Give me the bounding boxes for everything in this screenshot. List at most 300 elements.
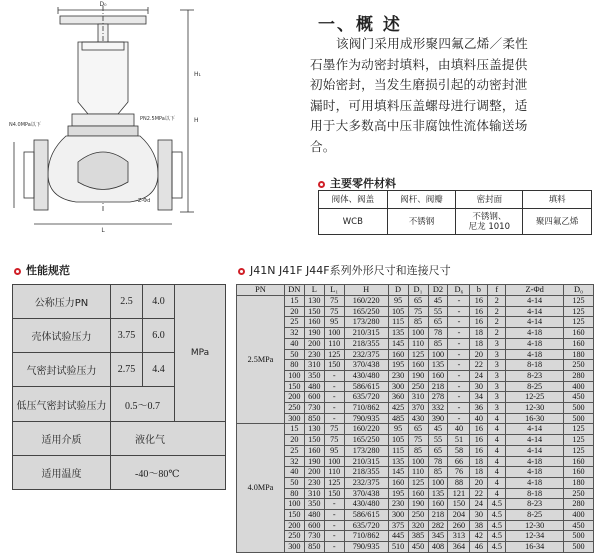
dimensions-cell: 173/280 [344, 317, 388, 328]
dimensions-cell: 210/315 [344, 456, 388, 467]
dimensions-cell: 350 [304, 370, 324, 381]
dimensions-cell: 125 [564, 317, 594, 328]
dimensions-header-cell: L [304, 285, 324, 296]
dimensions-cell: 100 [284, 370, 304, 381]
dimensions-cell: 150 [304, 435, 324, 446]
dimensions-cell: - [448, 349, 470, 360]
dimensions-row [237, 424, 594, 435]
dimensions-header-cell: D [388, 285, 408, 296]
dimensions-cell: 635/720 [344, 520, 388, 531]
dimensions-cell: 40 [470, 413, 488, 424]
dimensions-cell: 790/935 [344, 413, 388, 424]
dimensions-row [237, 499, 594, 510]
dimensions-cell: 125 [564, 296, 594, 307]
dimensions-cell: 100 [408, 456, 428, 467]
dimensions-cell: 790/935 [344, 542, 388, 553]
dimensions-cell: 190 [304, 328, 324, 339]
dimensions-cell: 51 [448, 435, 470, 446]
dimensions-cell: 12-34 [506, 531, 564, 542]
dimensions-cell: 110 [408, 338, 428, 349]
dimensions-cell: 320 [408, 520, 428, 531]
dimensions-cell: 150 [284, 381, 304, 392]
dimensions-cell: 55 [428, 435, 448, 446]
dimensions-cell: 310 [304, 360, 324, 371]
dimensions-cell: 600 [304, 392, 324, 403]
dimensions-cell: - [324, 531, 344, 542]
dimensions-cell: 16 [470, 435, 488, 446]
dimensions-cell: - [448, 403, 470, 414]
overview-heading: 一、概 述 [318, 15, 402, 35]
dimensions-cell: 12-30 [506, 403, 564, 414]
perf-label: 适用温度 [13, 455, 111, 489]
label-zd: Z-Φd [138, 198, 151, 204]
perf-value: 4.4 [143, 353, 175, 387]
materials-cell: WCB [319, 209, 388, 235]
dimensions-cell: 218/355 [344, 338, 388, 349]
dimensions-cell: 85 [408, 317, 428, 328]
dimensions-cell: 364 [448, 542, 470, 553]
dimensions-cell: 65 [428, 445, 448, 456]
dimensions-cell: 105 [388, 306, 408, 317]
dimensions-cell: 165/250 [344, 306, 388, 317]
overview-line: 合。 [310, 138, 336, 154]
dimensions-cell: - [324, 392, 344, 403]
dimensions-cell: 510 [388, 542, 408, 553]
dimensions-cell: 160 [304, 317, 324, 328]
dimensions-cell: 4-14 [506, 424, 564, 435]
dimensions-cell: 85 [428, 467, 448, 478]
dimensions-cell: 2 [488, 306, 506, 317]
dimensions-cell: 200 [284, 392, 304, 403]
dimensions-cell: 260 [448, 520, 470, 531]
dimensions-cell: 150 [284, 510, 304, 521]
dimensions-cell: 430 [408, 413, 428, 424]
dimensions-cell: 250 [564, 488, 594, 499]
dimensions-row [237, 467, 594, 478]
dimensions-cell: 32 [284, 328, 304, 339]
dimensions-cell: 65 [408, 296, 428, 307]
dimensions-cell: 160 [428, 499, 448, 510]
dimensions-cell: 160 [564, 328, 594, 339]
dimensions-cell: 4-14 [506, 296, 564, 307]
dimensions-cell: 75 [324, 296, 344, 307]
label-d0: D₀ [99, 1, 107, 8]
dimensions-cell: 204 [448, 510, 470, 521]
perf-label: 公称压力PN [13, 285, 111, 319]
dimensions-cell: 4-18 [506, 328, 564, 339]
valve-drawing [8, 2, 200, 234]
dimensions-cell: 8-25 [506, 510, 564, 521]
dimensions-cell: 4.5 [488, 520, 506, 531]
overview-line: 该阀门采用成形聚四氟乙烯／柔性 [336, 36, 528, 51]
dimensions-cell: 85 [428, 338, 448, 349]
dimensions-cell: 100 [284, 499, 304, 510]
dimensions-cell: 200 [304, 467, 324, 478]
dimensions-cell: 80 [284, 360, 304, 371]
dimensions-cell: 145 [388, 467, 408, 478]
dimensions-cell: 46 [470, 542, 488, 553]
dimensions-cell: 300 [388, 381, 408, 392]
dimensions-cell: 58 [448, 445, 470, 456]
dimensions-cell: 88 [448, 477, 470, 488]
dimensions-row [237, 349, 594, 360]
dimensions-cell: 4 [488, 435, 506, 446]
dimensions-cell: 4-18 [506, 338, 564, 349]
dimensions-cell: 50 [284, 349, 304, 360]
dimensions-header-cell: H [344, 285, 388, 296]
dimensions-cell: 4.5 [488, 542, 506, 553]
dimensions-cell: 230 [388, 370, 408, 381]
valve-drawing-svg [8, 2, 200, 234]
dimensions-cell: 3 [488, 360, 506, 371]
materials-header: 密封面 [456, 191, 523, 209]
dimensions-row [237, 542, 594, 553]
dimensions-cell: 160 [564, 456, 594, 467]
dimensions-cell: 3 [488, 392, 506, 403]
dimensions-cell: 370/438 [344, 488, 388, 499]
dimensions-cell: 310 [408, 392, 428, 403]
materials-table [318, 190, 592, 235]
dimensions-cell: - [448, 338, 470, 349]
dimensions-cell: 280 [564, 499, 594, 510]
dimensions-cell: 2 [488, 328, 506, 339]
dimensions-cell: 18 [470, 338, 488, 349]
materials-header: 阀杆、阀瓣 [387, 191, 456, 209]
dimensions-cell: - [448, 413, 470, 424]
dimensions-cell: 160 [304, 445, 324, 456]
dimensions-cell: 16 [470, 306, 488, 317]
dimensions-cell: - [448, 317, 470, 328]
dimensions-cell: 3 [488, 370, 506, 381]
overview-line: 用于大多数高中压非腐蚀性流体输送场 [310, 118, 528, 133]
overview-line: 石墨作为动密封填料，由填料压盖提供 [310, 56, 528, 72]
dimensions-header-cell: D2 [428, 285, 448, 296]
dimensions-cell: 130 [304, 296, 324, 307]
dimensions-cell: 710/862 [344, 531, 388, 542]
perf-value: -40～80℃ [111, 455, 226, 489]
dimensions-cell: 22 [470, 488, 488, 499]
perf-label: 壳体试验压力 [13, 319, 111, 353]
dimensions-cell: 4 [488, 467, 506, 478]
dimensions-cell: 300 [388, 510, 408, 521]
label-h: H [194, 117, 199, 124]
dimensions-cell: 4 [488, 424, 506, 435]
dimensions-pn-cell: 2.5MPa [237, 296, 285, 424]
dimensions-cell: 105 [388, 435, 408, 446]
dimensions-cell: 200 [284, 520, 304, 531]
dimensions-cell: 40 [284, 467, 304, 478]
dimensions-cell: 121 [448, 488, 470, 499]
dimensions-cell: 34 [470, 392, 488, 403]
dimensions-cell: 12-30 [506, 520, 564, 531]
dimensions-cell: 160 [428, 370, 448, 381]
dimensions-cell: 190 [408, 499, 428, 510]
dimensions-header-cell: D₁ [408, 285, 428, 296]
dimensions-cell: 4-14 [506, 445, 564, 456]
dimensions-cell: 635/720 [344, 392, 388, 403]
dimensions-cell: 25 [284, 317, 304, 328]
dimensions-cell: 218/355 [344, 467, 388, 478]
dimensions-cell: 4.5 [488, 531, 506, 542]
dimensions-cell: 135 [428, 488, 448, 499]
dimensions-cell: 78 [428, 328, 448, 339]
dimensions-cell: 195 [388, 360, 408, 371]
dimensions-cell: - [324, 370, 344, 381]
dimensions-cell: 30 [470, 381, 488, 392]
dimensions-cell: 250 [408, 381, 428, 392]
dimensions-cell: 500 [564, 531, 594, 542]
dimensions-cell: 173/280 [344, 445, 388, 456]
dimensions-row [237, 531, 594, 542]
dimensions-cell: 280 [564, 370, 594, 381]
dimensions-cell: 75 [408, 435, 428, 446]
dimensions-cell: 20 [470, 349, 488, 360]
dimensions-cell: 200 [304, 338, 324, 349]
bullet-icon [238, 268, 245, 275]
dimensions-cell: 16 [470, 445, 488, 456]
dimensions-row [237, 381, 594, 392]
dimensions-cell: 710/862 [344, 403, 388, 414]
label-left-note: N4.0MPa以下 [9, 122, 41, 128]
dimensions-cell: 445 [388, 531, 408, 542]
dimensions-cell: 3 [488, 381, 506, 392]
overview-line: 初始密封，当发生磨损引起的动密封泄 [310, 77, 528, 92]
dimensions-header-cell: DN [284, 285, 304, 296]
dimensions-cell: 4-18 [506, 349, 564, 360]
dimensions-cell: - [324, 403, 344, 414]
perf-value: 2.5 [111, 285, 143, 319]
dimensions-cell: 36 [470, 403, 488, 414]
dimensions-cell: 4.5 [488, 499, 506, 510]
dimensions-row [237, 488, 594, 499]
dimensions-cell: 370/438 [344, 360, 388, 371]
dimensions-cell: - [324, 542, 344, 553]
dimensions-cell: 100 [428, 349, 448, 360]
dimensions-cell: 18 [470, 467, 488, 478]
dimensions-cell: 4 [488, 413, 506, 424]
dimensions-cell: 95 [388, 424, 408, 435]
perf-value: 2.75 [111, 353, 143, 387]
dimensions-cell: 4-14 [506, 435, 564, 446]
materials-cell: 不锈钢 [387, 209, 456, 235]
dimensions-cell: - [448, 328, 470, 339]
dimensions-cell: 125 [564, 435, 594, 446]
dimensions-title: J41N J41F J44F系列外形尺寸和连接尺寸 [238, 262, 451, 278]
dimensions-cell: 218 [428, 510, 448, 521]
dimensions-cell: 4-14 [506, 317, 564, 328]
dimensions-header-cell: D₆ [448, 285, 470, 296]
dimensions-row [237, 370, 594, 381]
dimensions-header-cell: Z-Φd [506, 285, 564, 296]
dimensions-row [237, 520, 594, 531]
dimensions-cell: 160/220 [344, 296, 388, 307]
dimensions-header-cell: b [470, 285, 488, 296]
overview-paragraph [310, 34, 594, 157]
dimensions-cell: 100 [324, 456, 344, 467]
dimensions-cell: 350 [304, 499, 324, 510]
performance-title: 性能规范 [14, 262, 70, 278]
dimensions-cell: 76 [448, 467, 470, 478]
dimensions-cell: 100 [428, 477, 448, 488]
dimensions-cell: 4 [488, 477, 506, 488]
perf-unit: MPa [175, 285, 226, 422]
bullet-icon [14, 268, 21, 275]
dimensions-cell: 78 [428, 456, 448, 467]
dimensions-cell: 75 [324, 435, 344, 446]
dimensions-header-cell: L₁ [324, 285, 344, 296]
dimensions-cell: 150 [304, 306, 324, 317]
dimensions-cell: 135 [428, 360, 448, 371]
dimensions-cell: - [448, 392, 470, 403]
dimensions-cell: 408 [428, 542, 448, 553]
dimensions-cell: - [448, 306, 470, 317]
dimensions-cell: 160 [388, 349, 408, 360]
dimensions-cell: 232/375 [344, 477, 388, 488]
dimensions-cell: 313 [448, 531, 470, 542]
dimensions-cell: 125 [564, 424, 594, 435]
dimensions-cell: 125 [408, 477, 428, 488]
dimensions-cell: 125 [324, 477, 344, 488]
dimensions-cell: 160 [408, 488, 428, 499]
dimensions-cell: 278 [428, 392, 448, 403]
dimensions-cell: 480 [304, 510, 324, 521]
dimensions-cell: - [324, 520, 344, 531]
dimensions-cell: 425 [388, 403, 408, 414]
dimensions-cell: 210/315 [344, 328, 388, 339]
dimensions-cell: 310 [304, 488, 324, 499]
materials-cell: 聚四氟乙烯 [523, 209, 592, 235]
materials-header: 填料 [523, 191, 592, 209]
dimensions-cell: 250 [284, 531, 304, 542]
dimensions-cell: 370 [408, 403, 428, 414]
dimensions-cell: 180 [564, 349, 594, 360]
dimensions-cell: 100 [408, 328, 428, 339]
dimensions-cell: 430/480 [344, 370, 388, 381]
dimensions-cell: 450 [408, 542, 428, 553]
dimensions-cell: 4 [488, 488, 506, 499]
dimensions-cell: 195 [388, 488, 408, 499]
dimensions-cell: 4.5 [488, 510, 506, 521]
dimensions-cell: 600 [304, 520, 324, 531]
dimensions-cell: 2 [488, 296, 506, 307]
dimensions-cell: 500 [564, 413, 594, 424]
dimensions-cell: 390 [428, 413, 448, 424]
dimensions-cell: 3 [488, 349, 506, 360]
dimensions-cell: 160 [564, 467, 594, 478]
dimensions-row [237, 392, 594, 403]
dimensions-cell: 115 [388, 317, 408, 328]
dimensions-cell: 180 [564, 477, 594, 488]
dimensions-cell: 75 [324, 306, 344, 317]
dimensions-cell: 16-34 [506, 542, 564, 553]
dimensions-cell: 16 [470, 296, 488, 307]
dimensions-cell: 375 [388, 520, 408, 531]
dimensions-cell: 45 [428, 296, 448, 307]
dimensions-cell: 218 [428, 381, 448, 392]
dimensions-cell: 50 [284, 477, 304, 488]
dimensions-cell: 4 [488, 445, 506, 456]
dimensions-cell: 150 [324, 488, 344, 499]
dimensions-cell: 430/480 [344, 499, 388, 510]
dimensions-cell: 500 [564, 403, 594, 414]
dimensions-cell: 4-18 [506, 477, 564, 488]
dimensions-row [237, 338, 594, 349]
dimensions-cell: - [448, 381, 470, 392]
dimensions-cell: 250 [408, 510, 428, 521]
dimensions-cell: 80 [284, 488, 304, 499]
dimensions-row [237, 328, 594, 339]
dimensions-cell: 25 [284, 445, 304, 456]
dimensions-cell: 500 [564, 542, 594, 553]
dimensions-cell: 100 [324, 328, 344, 339]
dimensions-row [237, 456, 594, 467]
overview-line: 漏时，可用填料压盖螺母进行调整，适 [310, 97, 528, 113]
dimensions-cell: 95 [324, 317, 344, 328]
dimensions-cell: 85 [408, 445, 428, 456]
dimensions-cell: 160 [408, 360, 428, 371]
dimensions-header-cell: f [488, 285, 506, 296]
dimensions-cell: 95 [388, 296, 408, 307]
dimensions-cell: 485 [388, 413, 408, 424]
dimensions-cell: 4-18 [506, 467, 564, 478]
perf-value: 液化气 [111, 421, 226, 455]
dimensions-cell: 16 [470, 424, 488, 435]
dimensions-cell: 16 [470, 317, 488, 328]
dimensions-cell: 282 [428, 520, 448, 531]
dimensions-row [237, 477, 594, 488]
dimensions-cell: 8-25 [506, 381, 564, 392]
dimensions-cell: 850 [304, 413, 324, 424]
dimensions-cell: 12-25 [506, 392, 564, 403]
dimensions-cell: 115 [388, 445, 408, 456]
dimensions-cell: 40 [284, 338, 304, 349]
dimensions-cell: 66 [448, 456, 470, 467]
dimensions-row [237, 413, 594, 424]
dimensions-cell: 165/250 [344, 435, 388, 446]
dimensions-cell: 24 [470, 370, 488, 381]
dimensions-cell: 450 [564, 520, 594, 531]
perf-value: 4.0 [143, 285, 175, 319]
dimensions-cell: 135 [388, 456, 408, 467]
dimensions-cell: 24 [470, 499, 488, 510]
dimensions-row [237, 403, 594, 414]
dimensions-cell: 385 [408, 531, 428, 542]
dimensions-cell: 400 [564, 510, 594, 521]
dimensions-cell: 4-18 [506, 456, 564, 467]
dimensions-cell: 190 [304, 456, 324, 467]
dimensions-cell: 22 [470, 360, 488, 371]
performance-table [12, 284, 226, 490]
dimensions-cell: 730 [304, 403, 324, 414]
dimensions-cell: 135 [388, 328, 408, 339]
dimensions-cell: 3 [488, 338, 506, 349]
dimensions-cell: - [448, 370, 470, 381]
dimensions-cell: 150 [448, 499, 470, 510]
dimensions-cell: 18 [470, 456, 488, 467]
dimensions-cell: 20 [470, 477, 488, 488]
dimensions-cell: 150 [324, 360, 344, 371]
materials-header: 阀体、阀盖 [319, 191, 388, 209]
dimensions-cell: 65 [428, 317, 448, 328]
dimensions-row [237, 360, 594, 371]
dimensions-cell: 65 [408, 424, 428, 435]
dimensions-cell: 586/615 [344, 510, 388, 521]
dimensions-cell: 15 [284, 424, 304, 435]
dimensions-table [236, 284, 594, 553]
dimensions-cell: 450 [564, 392, 594, 403]
dimensions-cell: 300 [284, 542, 304, 553]
dimensions-cell: - [324, 510, 344, 521]
